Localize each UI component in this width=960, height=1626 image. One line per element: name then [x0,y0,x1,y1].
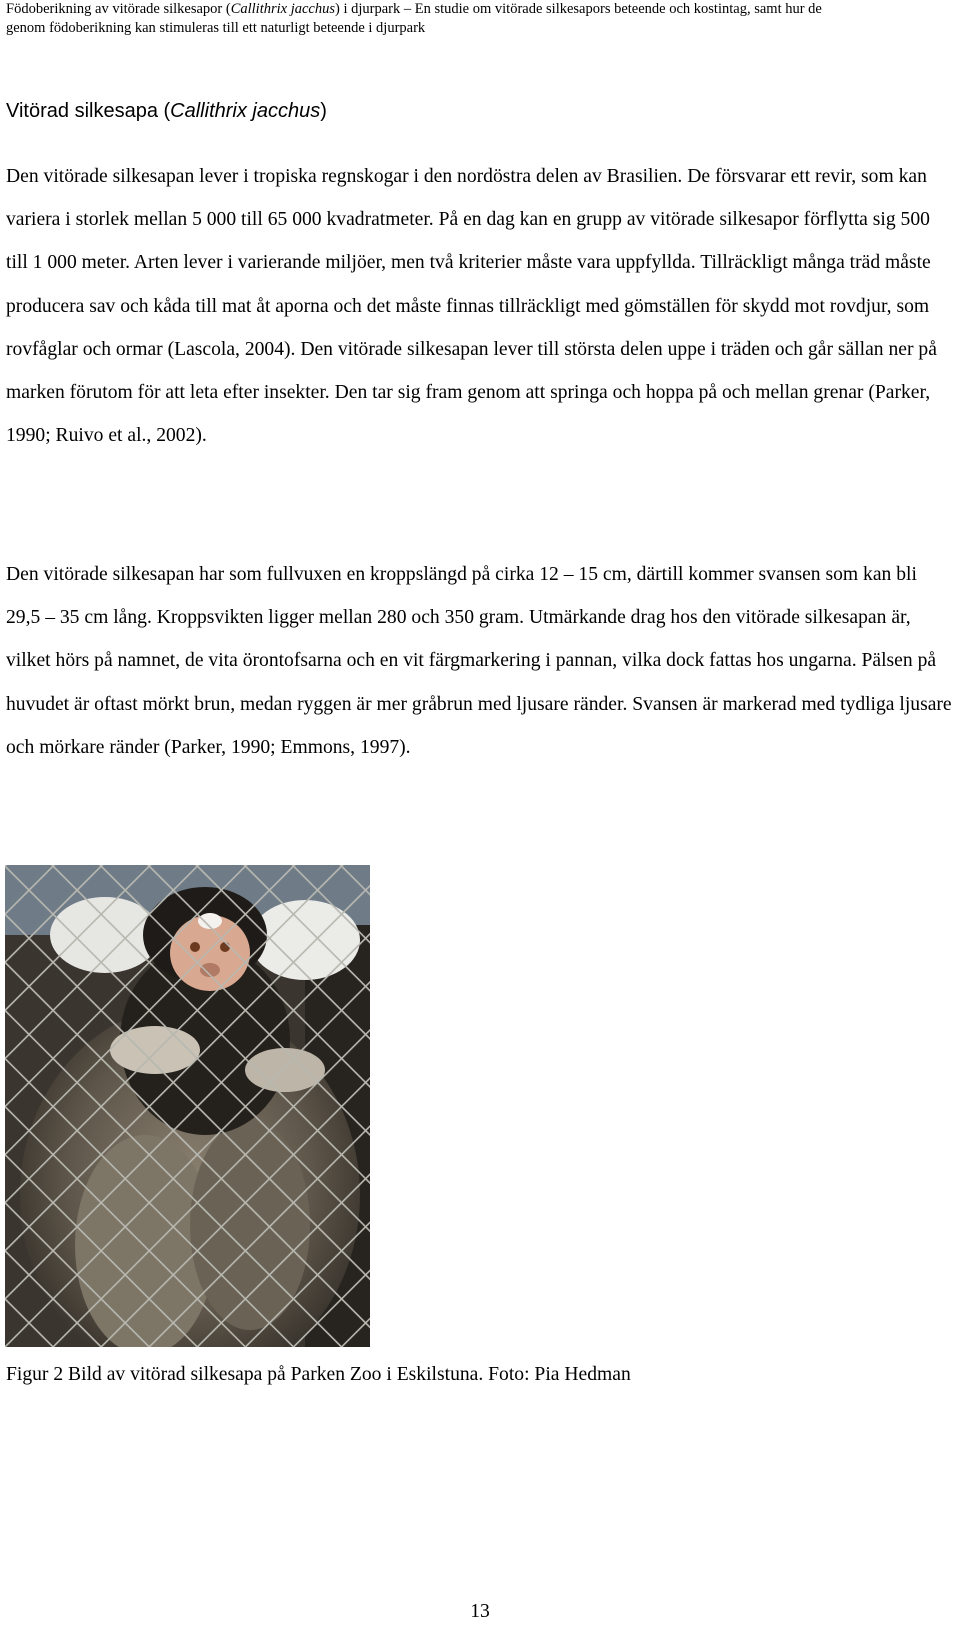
marmoset-photo [5,865,370,1347]
figure-caption: Figur 2 Bild av vitörad silkesapa på Parken Zoo i Eskilstuna. Foto: Pia Hedman [6,1364,631,1385]
header-line-2: genom födoberikning kan stimuleras till ett naturligt beteende i djurpark [6,20,426,36]
body-paragraph-habitat: Den vitörade silkesapan lever i tropiska regnskogar i den nordöstra delen av Brasilien. De försvarar ett revir, som kan variera i storlek mellan 5 000 till 65 000 kvadratmeter. På en dag kan en grupp av vitörade silkesapor förflytta sig 500 till 1 000 meter. Arten lever i varierande miljöer, men två kriterier måste vara uppfyllda. Tillräckligt många träd måste producera sav och kåda till mat åt aporna och det måste finnas tillräckligt med gömställen för skydd mot rovdjur, som rovfåglar och ormar (Lascola, 2004). Den vitörade silkesapan lever till största delen uppe i träden och går sällan ner på marken förutom för att leta efter insekter. Den tar sig fram genom att springa och hoppa på och mellan grenar (Parker, 1990; Ruivo et al., 2002). [6,166,937,447]
section-heading: Vitörad silkesapa (Callithrix jacchus) [6,100,327,122]
section-heading-species: Callithrix jacchus [170,100,321,122]
body-paragraph-appearance: Den vitörade silkesapan har som fullvuxen en kroppslängd på cirka 12 – 15 cm, därtill kommer svansen som kan bli 29,5 – 35 cm lång. Kroppsvikten ligger mellan 280 och 350 gram. Utmärkande drag hos den vitörade silkesapan är, vilket hörs på namnet, de vita örontofsarna och en vit färgmarkering i pannan, vilka dock fattas hos ungarna. Pälsen på huvudet är oftast mörkt brun, medan ryggen är mer gråbrun med ljusare ränder. Svansen är markerad med tydliga ljusare och mörkare ränder (Parker, 1990; Emmons, 1997). [6,564,952,758]
running-header [6,0,956,38]
header-line-1: Födoberikning av vitörade silkesapor (Callithrix jacchus) i djurpark – En studie om vitörade silkesapors beteende och kostintag, samt hur de [6,1,822,17]
header-species-italic: Callithrix jacchus [230,1,336,17]
page-number: 13 [470,1601,490,1622]
